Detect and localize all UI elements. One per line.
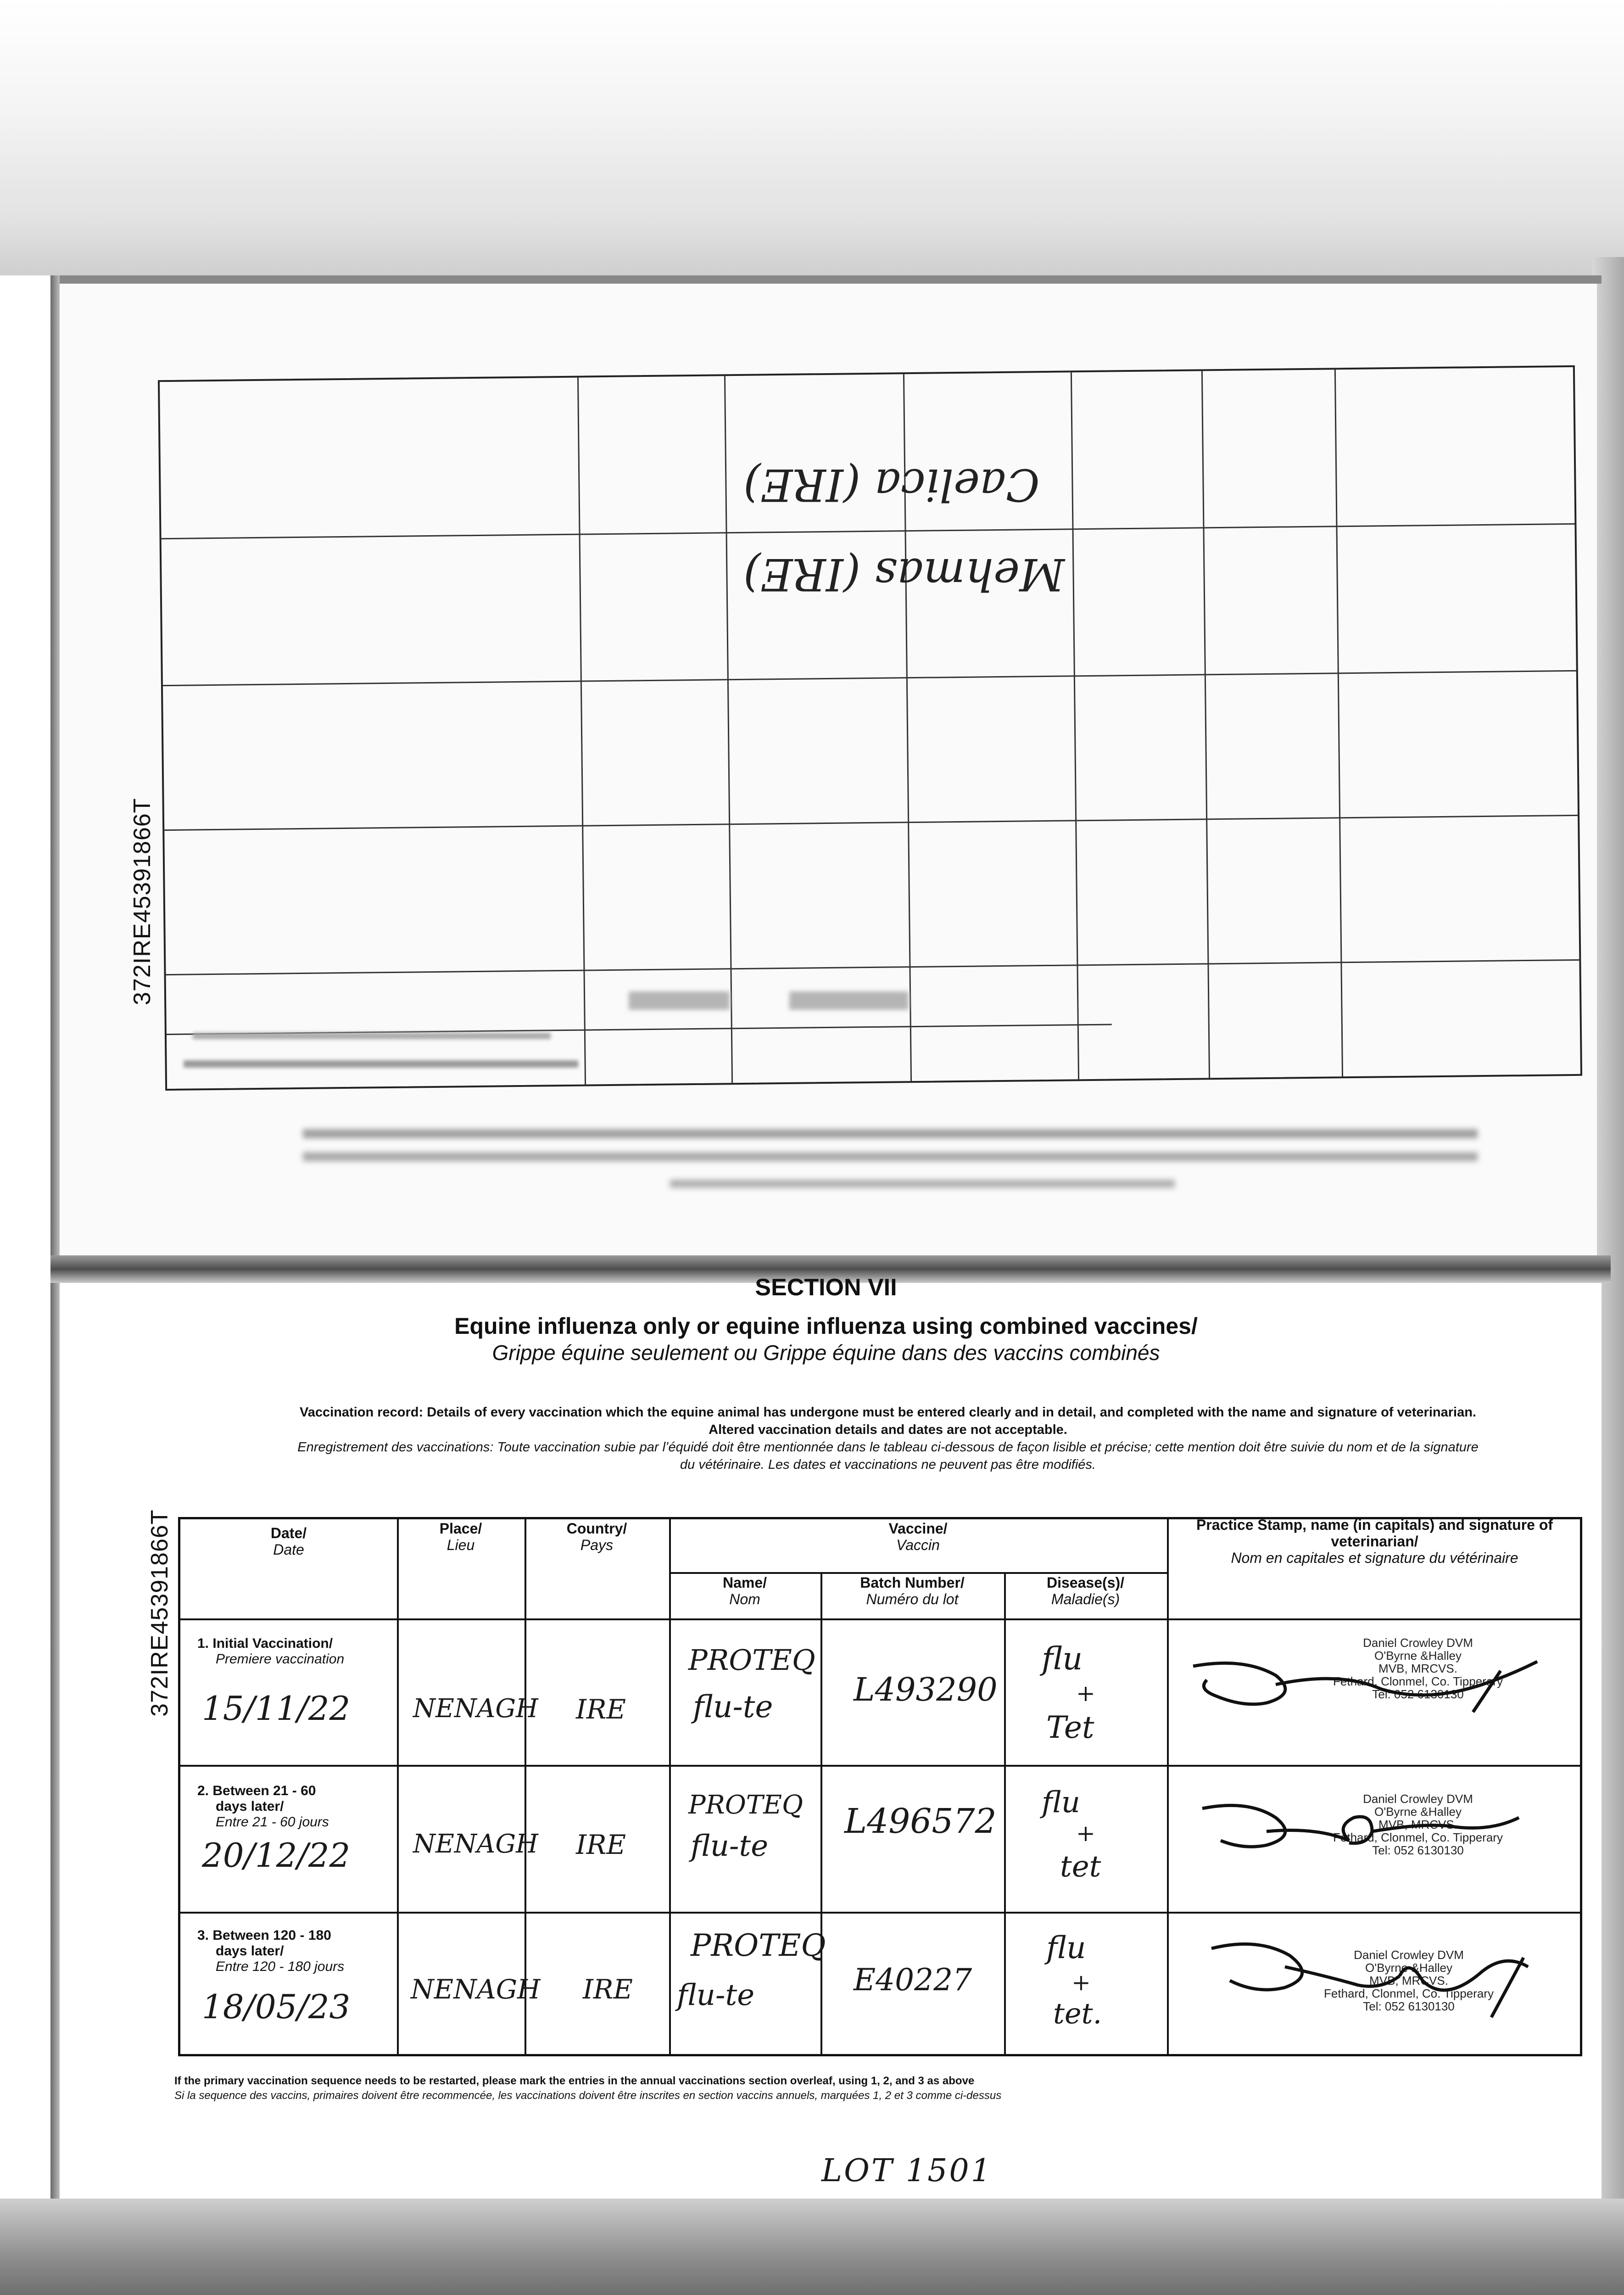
- header-disease-fr: Maladie(s): [1051, 1591, 1120, 1607]
- row-2-label-fr: Entre 21 - 60 jours: [216, 1814, 329, 1830]
- blurred-paragraph-line-1: [303, 1129, 1478, 1138]
- record-fr-2: du vétérinaire. Les dates et vaccinations ne peuvent pas être modifiés.: [680, 1457, 1096, 1472]
- row-2-country: IRE: [576, 1829, 626, 1860]
- row-2-place: NENAGH: [413, 1829, 538, 1859]
- row-3-label-en-2: days later/: [216, 1943, 284, 1959]
- record-text-en: Details of every vaccination which the equine animal has undergone must be entered clearly and in detail, and completed with the name and signature of veterinarian.: [427, 1405, 1476, 1420]
- header-disease-en: Disease(s)/: [1047, 1574, 1124, 1591]
- row-2-stamp-line-5: Tel: 052 6130130: [1372, 1843, 1464, 1857]
- header-name-en: Name/: [722, 1574, 767, 1591]
- row-1-label-en: 1. Initial Vaccination/: [197, 1636, 333, 1651]
- row-3-stamp-line-1: Daniel Crowley DVM: [1354, 1948, 1464, 1962]
- header-date-en: Date/: [270, 1525, 307, 1541]
- row-3-stamp-line-2: O'Byrne &Halley: [1365, 1961, 1452, 1975]
- header-date: [180, 1525, 397, 1558]
- header-country: [525, 1520, 669, 1553]
- footnote-en: If the primary vaccination sequence needs to be restarted, please mark the entries in the annual vaccinations section overleaf, using 1, 2, and 3 as above: [174, 2075, 975, 2087]
- document-id-upper: 372IRE45391866T: [129, 798, 156, 1005]
- blurred-header-cell-2: [789, 991, 909, 1010]
- header-stamp-en: Practice Stamp, name (in capitals) and signature of veterinarian/: [1196, 1517, 1553, 1550]
- row-3-disease-line-2: +: [1072, 1969, 1091, 1996]
- record-fr: [174, 1439, 1602, 1456]
- row-1-disease-line-3: Tet: [1046, 1710, 1094, 1745]
- document-id-lower: 372IRE45391866T: [146, 1509, 173, 1717]
- row-1-name-line-2: flu-te: [693, 1689, 773, 1724]
- row-1-stamp-line-4: Fethard, Clonmel, Co. Tipperary: [1333, 1674, 1503, 1688]
- row-1-stamp-line-1: Daniel Crowley DVM: [1363, 1636, 1473, 1650]
- row-2-name-line-2: flu-te: [691, 1829, 769, 1863]
- header-batch: [820, 1574, 1004, 1607]
- row-2-stamp-line-4: Fethard, Clonmel, Co. Tipperary: [1333, 1830, 1503, 1844]
- row-1-batch: L493290: [854, 1671, 998, 1708]
- blurred-paragraph-line-3: [670, 1180, 1175, 1188]
- row-3-label-en: 3. Between 120 - 180: [197, 1928, 331, 1943]
- header-place: [397, 1520, 525, 1553]
- page-top-edge: [50, 275, 1602, 284]
- row-3-label-fr: Entre 120 - 180 jours: [216, 1959, 345, 1974]
- row-3-date: 18/05/23: [202, 1987, 351, 2026]
- row-3-disease-line-3: tet.: [1053, 1997, 1102, 2030]
- record-text-fr: Toute vaccination subie par l’équidé doit être mentionnée dans le tableau ci-dessous de façon lisible et précise; cette mention doit être suivie du nom et de la signature: [497, 1440, 1479, 1455]
- row-2-date: 20/12/22: [202, 1836, 351, 1875]
- header-vaccine: [669, 1520, 1167, 1553]
- row-1-label-fr: Premiere vaccination: [216, 1651, 345, 1667]
- header-batch-fr: Numéro du lot: [866, 1591, 959, 1607]
- row-2-label-en-2: days later/: [216, 1799, 284, 1814]
- row-3-stamp-line-5: Tel: 052 6130130: [1363, 1999, 1455, 2013]
- header-disease: [1004, 1574, 1167, 1607]
- header-date-fr: Date: [273, 1541, 304, 1558]
- section-subtitle-fr: Grippe équine seulement ou Grippe équine dans des vaccins combinés: [492, 1341, 1160, 1365]
- header-vaccine-fr: Vaccin: [896, 1537, 940, 1553]
- row-1-name-line-1: PROTEQ: [688, 1643, 815, 1677]
- row-3-stamp-line-3: MVB, MRCVS.: [1369, 1974, 1448, 1987]
- row-1-signature: [1189, 1652, 1546, 1717]
- header-country-fr: Pays: [580, 1537, 614, 1553]
- blurred-header-line-1: [184, 1060, 578, 1068]
- row-2-name-line-1: PROTEQ: [688, 1790, 803, 1820]
- row-3-disease-line-1: flu: [1046, 1930, 1086, 1965]
- row-1-country: IRE: [576, 1694, 626, 1725]
- row-1-stamp-line-3: MVB, MRCVS.: [1378, 1662, 1457, 1675]
- handwritten-row-mehmas: Mehmas (IRE): [743, 549, 1065, 600]
- row-1-stamp-line-5: Tel: 052 6130130: [1372, 1687, 1464, 1701]
- blurred-paragraph-line-2: [303, 1152, 1478, 1161]
- row-2-stamp-line-1: Daniel Crowley DVM: [1363, 1792, 1473, 1806]
- header-stamp: [1167, 1517, 1582, 1566]
- row-2-signature: [1198, 1799, 1528, 1864]
- row-2-label: [197, 1783, 329, 1830]
- row-1-date: 15/11/22: [202, 1689, 351, 1728]
- row-1-disease-line-2: +: [1076, 1680, 1095, 1707]
- row-2-stamp-line-2: O'Byrne &Halley: [1374, 1805, 1462, 1819]
- page-left-edge: [50, 275, 60, 2199]
- header-vaccine-en: Vaccine/: [888, 1520, 948, 1537]
- record-label: Vaccination record:: [300, 1405, 424, 1420]
- handwritten-row-caelica: Caelica (IRE): [743, 459, 1040, 510]
- header-place-fr: Lieu: [446, 1537, 475, 1553]
- row-1-label: [197, 1636, 344, 1667]
- header-place-en: Place/: [439, 1520, 482, 1537]
- row-3-signature: [1207, 1939, 1546, 2022]
- blurred-header-cell-1: [629, 991, 730, 1010]
- header-name-fr: Nom: [729, 1591, 760, 1607]
- row-3-label: [197, 1928, 344, 1975]
- header-stamp-fr: Nom en capitales et signature du vétérinaire: [1231, 1550, 1518, 1566]
- row-1-stamp-line-2: O'Byrne &Halley: [1374, 1649, 1462, 1662]
- blurred-header-line-2: [193, 1033, 551, 1039]
- scanner-background-top: [0, 0, 1624, 275]
- row-3-name-line-1: PROTEQ: [691, 1928, 826, 1963]
- row-3-name-line-2: flu-te: [677, 1978, 755, 2012]
- row-2-disease-line-2: +: [1076, 1820, 1095, 1847]
- section-title: SECTION VII: [755, 1274, 897, 1301]
- row-1-disease-line-1: flu: [1042, 1641, 1083, 1677]
- row-2-disease-line-1: flu: [1042, 1786, 1080, 1819]
- header-batch-en: Batch Number/: [860, 1574, 965, 1591]
- row-3-country: IRE: [583, 1974, 633, 2005]
- record-en-2: Altered vaccination details and dates are not acceptable.: [709, 1422, 1067, 1437]
- row-1-place: NENAGH: [413, 1694, 538, 1724]
- row-2-label-en: 2. Between 21 - 60: [197, 1783, 316, 1798]
- row-3-batch: E40227: [854, 1962, 972, 1998]
- record-en: [174, 1404, 1602, 1421]
- header-country-en: Country/: [566, 1520, 627, 1537]
- row-2-disease-line-3: tet: [1060, 1850, 1101, 1884]
- scanner-background-bottom: [0, 2199, 1624, 2295]
- row-2-stamp-line-3: MVB, MRCVS.: [1378, 1818, 1457, 1831]
- header-name: [669, 1574, 820, 1607]
- footnote-fr: Si la sequence des vaccins, primaires doivent être recommencée, les vaccinations doivent être inscrites en section vaccins annuels, marquées 1, 2 et 3 comme ci-dessus: [174, 2089, 1002, 2102]
- lot-label: LOT 1501: [821, 2153, 993, 2189]
- section-subtitle-en: Equine influenza only or equine influenza using combined vaccines/: [454, 1313, 1198, 1339]
- row-2-batch: L496572: [844, 1802, 997, 1841]
- row-3-place: NENAGH: [411, 1974, 541, 2005]
- row-3-stamp-line-4: Fethard, Clonmel, Co. Tipperary: [1324, 1987, 1494, 2000]
- record-label-fr: Enregistrement des vaccinations:: [297, 1440, 494, 1455]
